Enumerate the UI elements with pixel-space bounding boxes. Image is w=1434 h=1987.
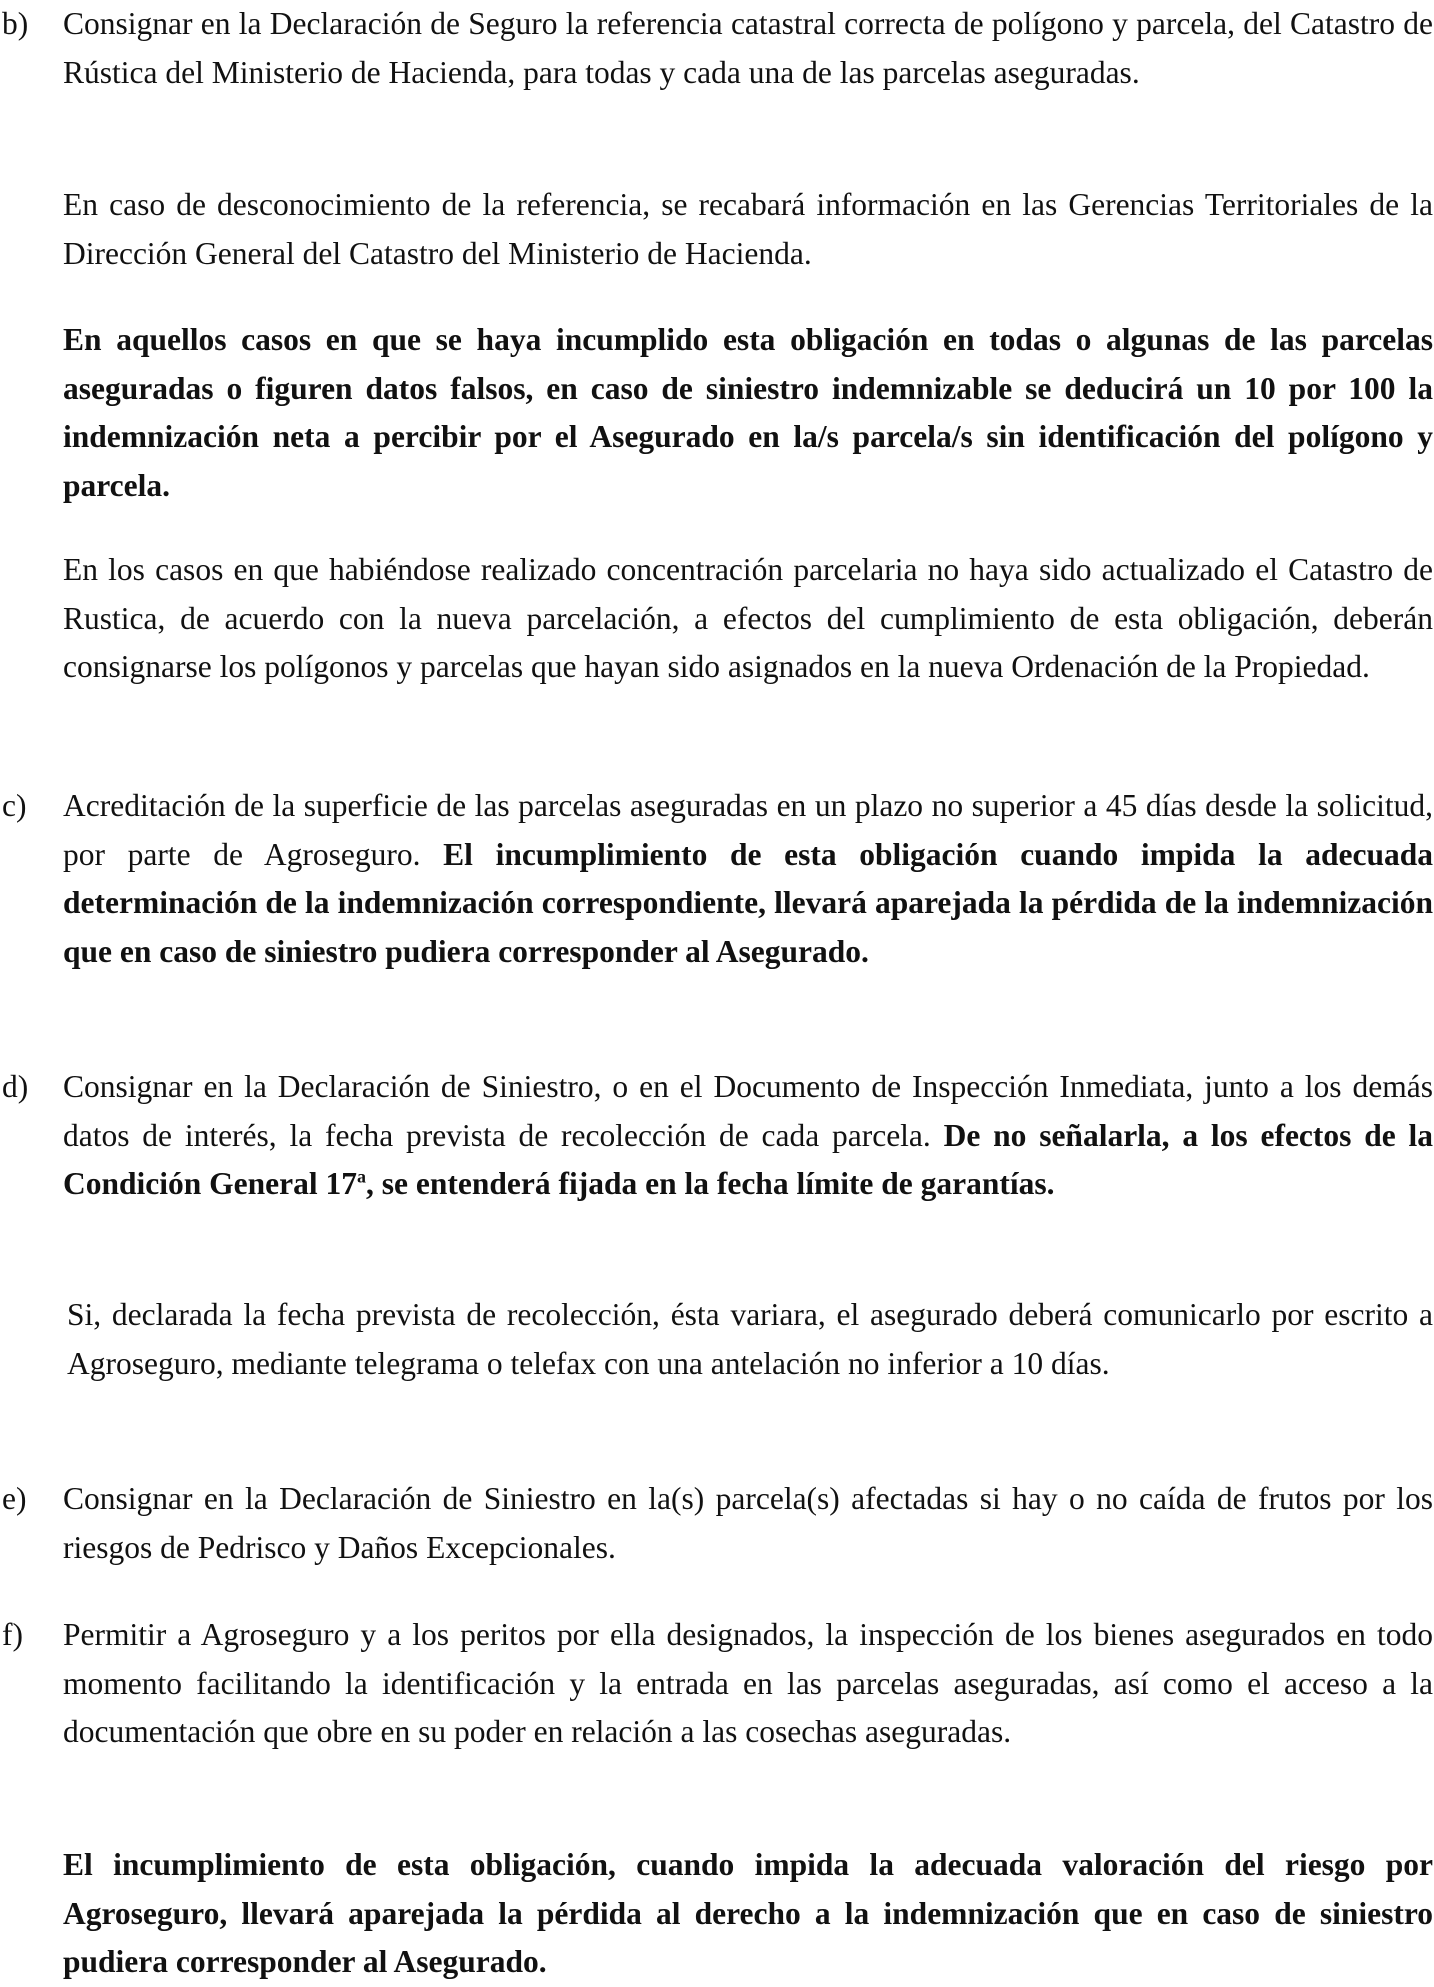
paragraph: Permitir a Agroseguro y a los peritos por ella designados, la inspección de los bienes asegurados en todo momento facilitando la identificación y la entrada en las parcelas aseguradas, así como el acceso a la documentación que obre en su poder en relación a las cosechas aseguradas. — [63, 1617, 1433, 1749]
bold-paragraph: El incumplimiento de esta obligación, cuando impida la adecuada valoración del riesgo por Agroseguro, llevará aparejada la pérdida al derecho a la indemnización que en caso de siniestro pudiera corresponder al Asegurado. — [63, 1847, 1433, 1979]
bold-paragraph: En aquellos casos en que se haya incumplido esta obligación en todas o algunas de las parcelas aseguradas o figuren datos falsos, en caso de siniestro indemnizable se deducirá un 10 por 100 la indemnización neta a percibir por el Asegurado en la/s parcela/s sin identificación del polígono y parcela. — [63, 322, 1433, 503]
bold-text: , se entenderá fijada en la fecha límite de garantías. — [366, 1166, 1055, 1201]
clause-letter: d) — [2, 1069, 29, 1104]
paragraph-text: Acreditación de la superficie de las parcelas aseguradas en un plazo no superior a 45 días desde la solicitud, por parte de Agroseguro. — [63, 788, 1433, 872]
paragraph — [63, 782, 1433, 976]
paragraph — [63, 1063, 1433, 1209]
paragraph: En caso de desconocimiento de la referencia, se recabará información en las Gerencias Territoriales de la Dirección General del Catastro del Ministerio de Hacienda. — [63, 187, 1433, 271]
clause-letter: c) — [2, 788, 27, 823]
clause-letter: b) — [2, 6, 29, 41]
bold-text: De no señalarla, a los efectos de la Condición General 17 — [63, 1117, 1434, 1201]
clause-letter: e) — [2, 1481, 27, 1516]
superscript: a — [357, 1166, 367, 1187]
paragraph: Consignar en la Declaración de Siniestro en la(s) parcela(s) afectadas si hay o no caída de frutos por los riesgos de Pedrisco y Daños Excepcionales. — [63, 1481, 1433, 1565]
paragraph: En los casos en que habiéndose realizado concentración parcelaria no haya sido actualizado el Catastro de Rustica, de acuerdo con la nueva parcelación, a efectos del cumplimiento de esta obligación, deberán consignarse los polígonos y parcelas que hayan sido asignados en la nueva Ordenación de la Propiedad. — [63, 552, 1433, 684]
clause-letter: f) — [2, 1617, 23, 1652]
paragraph: Si, declarada la fecha prevista de recolección, ésta variara, el asegurado deberá comunicarlo por escrito a Agroseguro, mediante telegrama o telefax con una antelación no inferior a 10 días. — [67, 1297, 1433, 1381]
bold-text: El incumplimiento de esta obligación cuando impida la adecuada determinación de la indemnización correspondiente, llevará aparejada la pérdida de la indemnización que en caso de siniestro pudiera corresponder al Asegurado. — [63, 836, 1434, 969]
paragraph: Consignar en la Declaración de Seguro la referencia catastral correcta de polígono y parcela, del Catastro de Rústica del Ministerio de Hacienda, para todas y cada una de las parcelas aseguradas. — [63, 6, 1433, 90]
paragraph-text: Consignar en la Declaración de Siniestro, o en el Documento de Inspección Inmediata, junto a los demás datos de interés, la fecha prevista de recolección de cada parcela. — [63, 1069, 1433, 1153]
